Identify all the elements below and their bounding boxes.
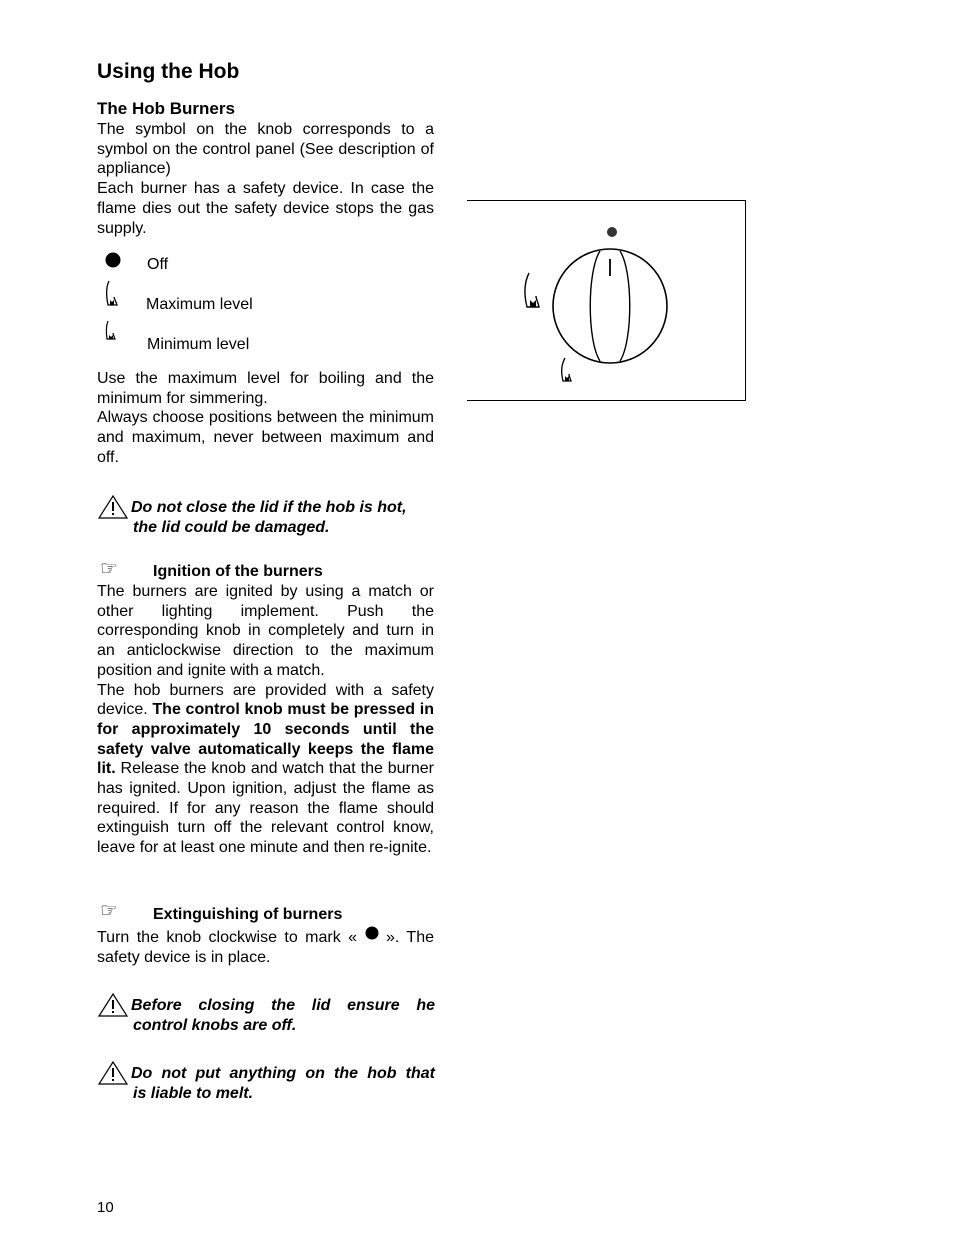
ignition-text (97, 582, 434, 858)
off-dot-icon (365, 926, 379, 940)
ignition-paragraph-2 (97, 681, 434, 858)
intro (97, 120, 434, 238)
ignition-paragraph-1: The burners are ignited by using a match or other lighting implement. Push the corresponding knob in completely and turn in an anticlockwise direction to the maximum position and ignite with a match. (97, 583, 434, 679)
warning-1-line-1: Do not close the lid if the hob is hot, (131, 499, 407, 516)
intro-paragraph-2: Each burner has a safety device. In case the flame dies out the safety device stops the gas supply. (97, 180, 434, 237)
pointing-hand-icon: ☞ (100, 900, 118, 922)
small-flame-icon (562, 358, 571, 381)
ignition-heading: Ignition of the burners (153, 563, 323, 580)
off-dot-icon (105, 252, 121, 268)
warning-3-line-2: is liable to melt. (133, 1085, 254, 1102)
warning-triangle-icon (97, 992, 129, 1018)
warning-1-line-2: the lid could be damaged. (133, 519, 330, 536)
warning-knobs-off (97, 996, 435, 1036)
extinguishing-paragraph (97, 926, 434, 967)
warning-triangle-icon (97, 1060, 129, 1086)
legend-off-label: Off (147, 256, 169, 273)
extinguishing-p1-end: ». The safety device is in place. (97, 929, 435, 966)
extinguishing-text (97, 926, 434, 967)
ignition-p2-bold: The control knob must be pressed in for approximately 10 seconds until the safety valve automatically keeps the flame lit. (97, 701, 434, 778)
knob-grip-left (590, 251, 600, 361)
legend-min-label: Minimum level (147, 336, 250, 353)
warning-2-line-2: control knobs are off. (133, 1017, 297, 1034)
page-number: 10 (97, 1199, 114, 1216)
section-title: The Hob Burners (97, 99, 235, 118)
ignition-p2-start: The hob burners are provided with a safety device. (97, 681, 434, 719)
legend-max-label: Maximum level (146, 296, 253, 313)
knob-diagram (467, 200, 746, 401)
intro-paragraph-1: The symbol on the knob corresponds to a symbol on the control panel (See description of appliance) (97, 121, 434, 178)
warning-2-line-1: Before closing the lid ensure he (131, 997, 435, 1014)
warning-3-line-1: Do not put anything on the hob that (131, 1065, 435, 1082)
warning-triangle-icon (97, 494, 129, 520)
extinguishing-heading: Extinguishing of burners (153, 906, 343, 923)
large-flame-icon (104, 279, 120, 309)
usage-text (97, 369, 434, 468)
warning-melt (97, 1064, 435, 1104)
off-dot-icon (607, 227, 617, 237)
usage-paragraph-2: Always choose positions between the minimum and maximum, never between maximum and off. (97, 409, 434, 466)
knob-drawing (467, 201, 745, 400)
ignition-p2-end: Release the knob and watch that the burner has ignited. Upon ignition, adjust the flame as required. If for any reason the flame should extinguish turn off the relevant control know, leave for at least one minute and then re-ignite. (97, 760, 434, 857)
knob-grip-right (620, 251, 630, 361)
extinguishing-p1-start: Turn the knob clockwise to mark « (97, 929, 358, 946)
pointing-hand-icon: ☞ (100, 558, 118, 580)
small-flame-icon (104, 320, 118, 342)
large-flame-icon (525, 273, 539, 307)
usage-paragraph-1: Use the maximum level for boiling and the minimum for simmering. (97, 370, 434, 407)
page-title: Using the Hob (97, 60, 240, 83)
warning-lid-hot (97, 498, 435, 538)
